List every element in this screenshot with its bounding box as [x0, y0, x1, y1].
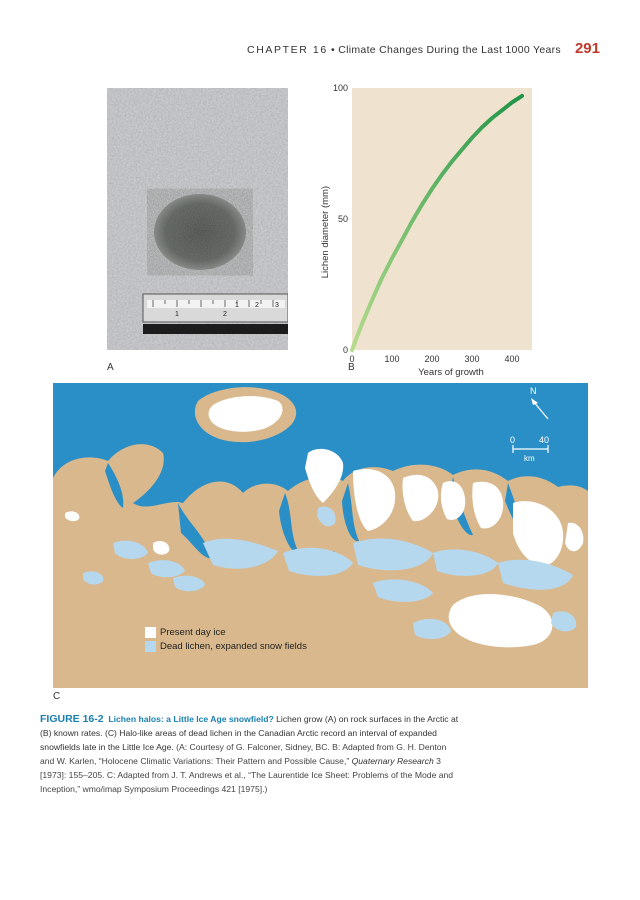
- x-tick-label: 400: [504, 354, 520, 364]
- y-tick-label: 0: [342, 345, 348, 355]
- caption-credit-a: (A: Courtesy of G. Falconer, Sidney, BC. B: Adapted from G. H. Denton and W. Karlen, “Holocene Climatic Variations: Their Pattern and Possible Cause,”: [40, 742, 447, 766]
- chapter-title: Climate Changes During the Last 1000 Years: [338, 44, 561, 56]
- legend-label: Present day ice: [160, 627, 226, 638]
- running-header: [247, 40, 600, 57]
- y-tick-label: 100: [332, 83, 348, 93]
- growth-chart-svg: [318, 80, 540, 380]
- north-label: N: [530, 386, 537, 396]
- lichen-photo-graphic: [107, 88, 288, 350]
- caption-text: Lichen grow (A) on rock surfaces in the Arctic at (B) known rates. (C) Halo-like areas of dead lichen in the Canadian Arctic record an interval of expanded snowfields late in the Little Ice Age.: [40, 714, 459, 752]
- legend-item: [145, 641, 307, 652]
- legend-swatch-dead-lichen: [145, 641, 156, 652]
- legend-label: Dead lichen, expanded snow fields: [160, 641, 307, 652]
- chapter-label: CHAPTER 16: [247, 44, 328, 56]
- page-number: 291: [574, 40, 600, 57]
- figure-number: FIGURE 16-2: [40, 713, 104, 725]
- scale-unit-label: km: [524, 454, 535, 463]
- caption-credit-b: 3 [1973]: 155–205. C: Adapted from J. T. Andrews et al., “The Laurentide Ice Sheet: Problems of the Mode and Inception,” wmo/imap Symposium Proceedings 421 [1975].): [40, 756, 454, 794]
- panel-label-c: C: [53, 691, 61, 702]
- figure-title: Lichen halos: a Little Ice Age snowfield?: [108, 714, 274, 724]
- ruler-mark: 2: [223, 311, 227, 318]
- scale-end-label: 40: [539, 435, 550, 445]
- x-tick-label: 300: [464, 354, 480, 364]
- x-tick-label: 0: [349, 354, 355, 364]
- plot-background: [352, 88, 532, 350]
- y-tick-label: 50: [337, 214, 348, 224]
- arctic-map-graphic: [53, 383, 588, 688]
- ruler-mark: 1: [235, 302, 239, 309]
- y-axis-label: Lichen diameter (mm): [320, 185, 331, 279]
- scale-start-label: 0: [510, 435, 516, 445]
- x-axis-label: Years of growth: [418, 367, 484, 378]
- caption-journal: Quaternary Research: [351, 756, 434, 766]
- ruler-mark: 2: [255, 302, 259, 309]
- legend-item: [145, 627, 307, 638]
- x-tick-label: 100: [384, 354, 400, 364]
- panel-label-b: B: [348, 362, 355, 373]
- x-tick-label: 200: [424, 354, 440, 364]
- ruler: [143, 294, 288, 334]
- arctic-map: [53, 383, 588, 688]
- lichen-photo: [107, 88, 288, 350]
- running-head: CHAPTER 16 • Climate Changes During the Last 1000 Years: [247, 44, 561, 56]
- legend-swatch-ice: [145, 627, 156, 638]
- ruler-mark: 1: [175, 311, 179, 318]
- ruler-mark: 3: [275, 302, 279, 309]
- panel-label-a: A: [107, 362, 114, 373]
- map-legend: [145, 627, 307, 655]
- figure-caption: [40, 712, 460, 796]
- growth-chart: [318, 80, 540, 380]
